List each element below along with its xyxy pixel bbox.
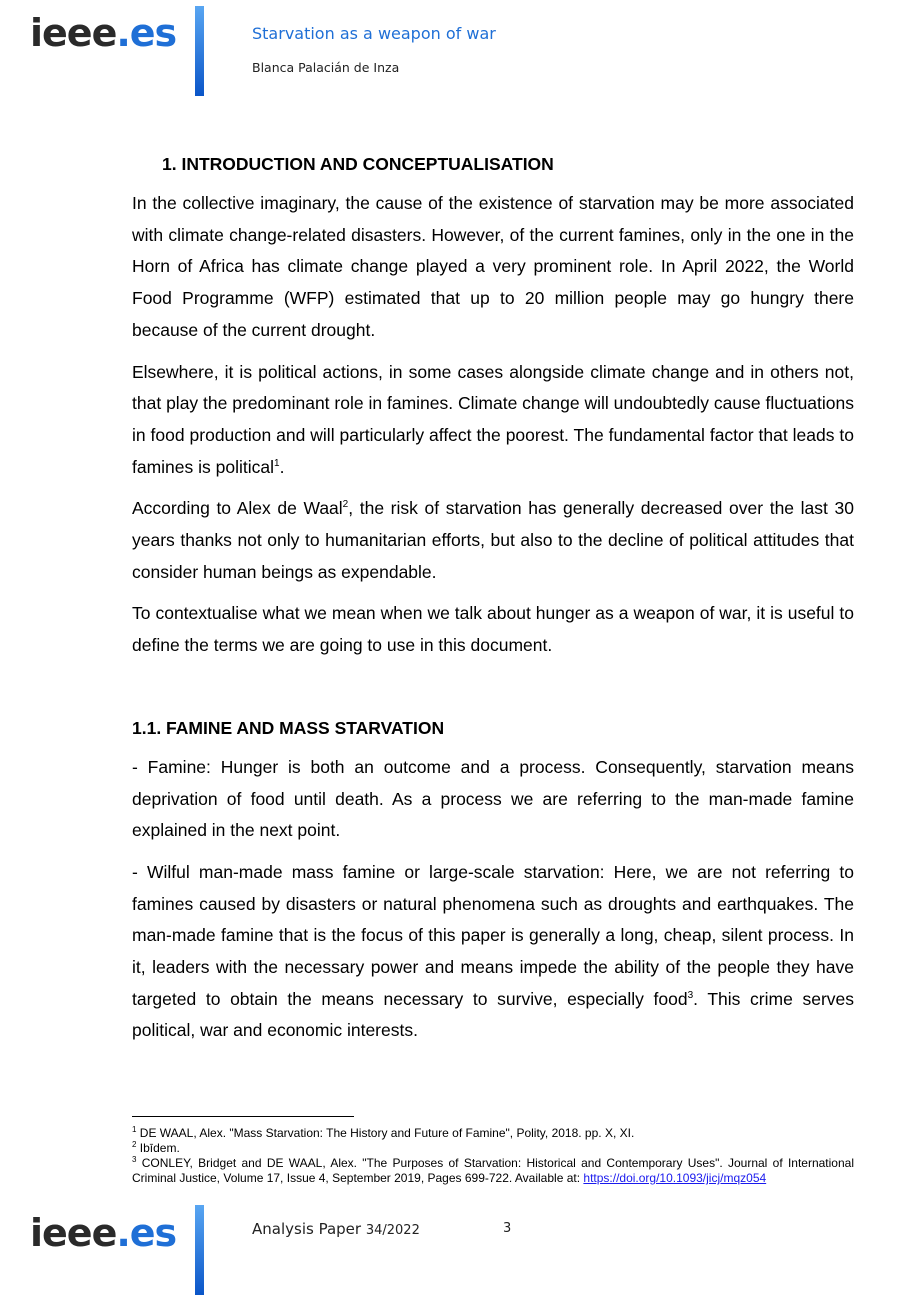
ieee-logo	[30, 11, 177, 55]
footnote-separator	[132, 1116, 354, 1117]
footnote-ref-2[interactable]: 2	[342, 499, 349, 511]
footer-accent-bar	[195, 1205, 204, 1295]
logo-text-blue: .es	[116, 1211, 177, 1255]
logo-text-dark: ieee	[30, 11, 117, 55]
section-heading-introduction: 1. INTRODUCTION AND CONCEPTUALISATION	[162, 154, 554, 174]
paragraph-1: In the collective imaginary, the cause of the existence of starvation may be more associated with climate change-related disasters. However, of the current famines, only in the one in the Horn of Africa has climate change played a very prominent role. In April 2022, the World Food Programme (WFP) estimated that up to 20 million people may go hungry there because of the current drought.	[132, 193, 854, 340]
paragraph-famine-definition: - Famine: Hunger is both an outcome and a process. Consequently, starvation means deprivation of food until death. As a process we are referring to the man-made famine explained in the next point.	[132, 756, 854, 841]
footer-series-label: Analysis Paper 34/2022	[252, 1220, 420, 1238]
paragraph-4: To contextualise what we mean when we talk about hunger as a weapon of war, it is useful to define the terms we are going to use in this document.	[132, 603, 854, 656]
page-number: 3	[503, 1221, 512, 1236]
footer-paper-number: 34/2022	[365, 1223, 420, 1238]
footnote-2: $^2$ Ibīdem.	[132, 1140, 180, 1155]
page-content	[132, 150, 854, 1047]
footnote-3: $^3$ CONLEY, Bridget and DE WAAL, Alex. "The Purposes of Starvation: Historical and Contemporary Uses". Journal of International Criminal Justice, Volume 17, Issue 4, September 2019, Pages 699-722. Available at: https://doi.org/10.1093/jicj/mqz054	[132, 1155, 854, 1185]
paragraph-man-made-famine: - Wilful man-made mass famine or large-scale starvation: Here, we are not referring to famines caused by disasters or natural phenomena such as droughts and earthquakes. The man-made famine that is the focus of this paper is generally a long, cheap, silent process. In it, leaders with the necessary power and means impede the ability of the people they have targeted to obtain the means necessary to survive, especially food$^3$. This crime serves political, war and economic interests.	[132, 861, 854, 1041]
logo-text-dark: ieee	[30, 1211, 117, 1255]
header-accent-bar	[195, 6, 204, 96]
logo-text-blue: .es	[116, 11, 177, 55]
doi-link[interactable]: https://doi.org/10.1093/jicj/mqz054	[583, 1171, 767, 1185]
ieee-logo-footer	[30, 1211, 177, 1255]
footnote-ref-1[interactable]: 1	[274, 457, 280, 469]
footnote-1: $^1$ DE WAAL, Alex. "Mass Starvation: The History and Future of Famine", Polity, 2018. pp. X, XI.	[132, 1125, 635, 1140]
section-heading-famine: 1.1. FAMINE AND MASS STARVATION	[132, 717, 445, 738]
document-title: Starvation as a weapon of war	[252, 24, 496, 43]
document-author: Blanca Palacián de Inza	[252, 60, 400, 75]
paragraph-2: Elsewhere, it is political actions, in some cases alongside climate change and in others not, that play the predominant role in famines. Climate change will undoubtedly cause fluctuations in food production and will particularly affect the poorest. The fundamental factor that leads to famines is political$^1$.	[132, 361, 854, 477]
footnotes	[132, 1126, 854, 1186]
footnote-ref-3[interactable]: 3	[687, 989, 694, 1001]
paragraph-3: According to Alex de Waal$^2$, the risk of starvation has generally decreased over the last 30 years thanks not only to humanitarian efforts, but also to the decline of political attitudes that consider human beings as expendable.	[132, 498, 854, 582]
